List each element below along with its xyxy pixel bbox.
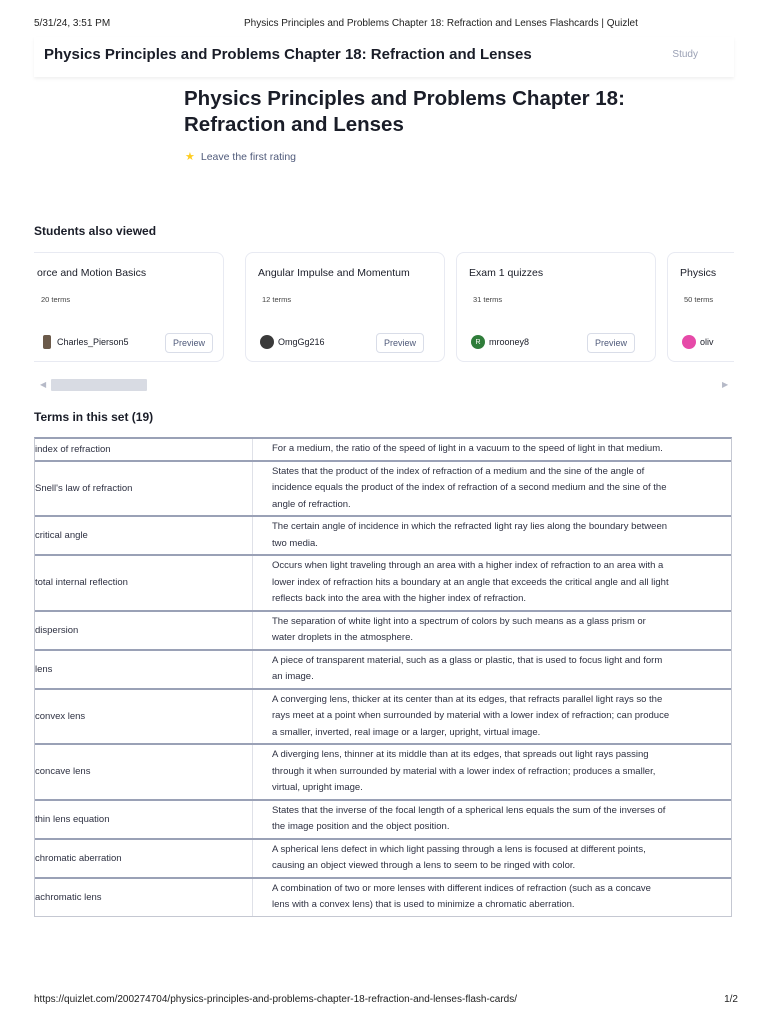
rating-link[interactable] — [185, 150, 296, 163]
terms-table — [34, 437, 732, 917]
card-term-count: 12 terms — [262, 295, 292, 304]
term-row — [35, 838, 731, 877]
term-definition: A diverging lens, thinner at its middle than at its edges, that spreads out light rays passing through it when surrounded by material with a lower index of refraction; produces a smaller, virtual, upright image. — [272, 749, 656, 793]
term-row — [35, 799, 731, 838]
term-definition: A converging lens, thicker at its center than at its edges, that refracts parallel light rays so the rays meet at a point when surrounded by material with a lower index of refraction; can produce a smaller, inverted, real image or a larger, upright, virtual image. — [272, 693, 670, 738]
preview-button[interactable]: Preview — [376, 333, 424, 353]
term-row — [35, 688, 731, 744]
term-row — [35, 554, 731, 610]
card-term-count: 50 terms — [684, 295, 714, 304]
students-also-viewed-carousel — [34, 250, 734, 366]
term-word: achromatic lens — [35, 879, 253, 916]
term-definition: States that the inverse of the focal length of a spherical lens equals the sum of the inverses of the image position and the object position. — [272, 804, 666, 832]
carousel-scrollbar-thumb[interactable] — [51, 379, 147, 391]
term-definition: For a medium, the ratio of the speed of light in a vacuum to the speed of light in that medium. — [272, 443, 663, 454]
term-row — [35, 610, 731, 649]
term-definition: The separation of white light into a spectrum of colors by such means as a glass prism or water droplets in the atmosphere. — [272, 615, 646, 643]
page-url: https://quizlet.com/200274704/physics-principles-and-problems-chapter-18-refraction-and-lenses-flash-cards/ — [34, 994, 518, 1005]
term-word: index of refraction — [35, 439, 253, 460]
card-term-count: 31 terms — [473, 295, 503, 304]
preview-button[interactable]: Preview — [165, 333, 213, 353]
students-also-viewed-heading: Students also viewed — [34, 224, 157, 238]
scroll-left-arrow-icon[interactable]: ◀ — [40, 380, 47, 389]
term-definition: States that the product of the index of refraction of a medium and the sine of the angle of incidence equals the product of the index of refraction of a second medium and the sine of the angle of refraction. — [272, 465, 667, 510]
star-icon: ★ — [185, 151, 195, 163]
term-word: dispersion — [35, 612, 253, 649]
term-word: chromatic aberration — [35, 840, 253, 877]
avatar — [260, 335, 274, 349]
avatar — [682, 335, 696, 349]
card-title: orce and Motion Basics — [37, 267, 147, 279]
scroll-right-arrow-icon[interactable]: ▶ — [722, 380, 729, 389]
term-definition: A combination of two or more lenses with different indices of refraction (such as a concave lens with a convex lens) that is used to minimize a chromatic aberration. — [272, 882, 651, 910]
term-word: critical angle — [35, 517, 253, 554]
study-button[interactable]: Study — [672, 49, 698, 60]
page-number: 1/2 — [724, 994, 738, 1005]
avatar — [43, 335, 51, 349]
header-set-title: Physics Principles and Problems Chapter 18: Refraction and Lenses — [44, 46, 532, 63]
term-definition: Occurs when light traveling through an area with a higher index of refraction to an area with a lower index of refraction hits a boundary at an angle that exceeds the critical angle and all light reflects back into the area with the higher index of refraction. — [272, 560, 669, 604]
card-username[interactable]: oliv — [700, 337, 714, 347]
term-definition: A piece of transparent material, such as a glass or plastic, that is used to focus light and form an image. — [272, 654, 663, 682]
term-definition: A spherical lens defect in which light passing through a lens is focused at different points, causing an object viewed through a lens to seem to be ringed with color. — [272, 843, 646, 871]
term-word: concave lens — [35, 745, 253, 799]
study-set-card[interactable] — [245, 252, 445, 362]
card-username[interactable]: OmgGg216 — [278, 337, 325, 347]
print-footer — [34, 994, 738, 1008]
preview-button[interactable]: Preview — [587, 333, 635, 353]
card-title: Angular Impulse and Momentum — [258, 267, 410, 279]
print-doc-title: Physics Principles and Problems Chapter 18: Refraction and Lenses Flashcards | Quizlet — [244, 18, 638, 29]
term-row — [35, 877, 731, 916]
sticky-header — [34, 37, 734, 77]
study-set-card[interactable] — [667, 252, 734, 362]
term-row — [35, 649, 731, 688]
avatar: R — [471, 335, 485, 349]
rating-label: Leave the first rating — [200, 150, 297, 163]
term-row — [35, 743, 731, 799]
term-row — [35, 460, 731, 516]
card-term-count: 20 terms — [41, 295, 71, 304]
card-title: Exam 1 quizzes — [469, 267, 544, 279]
study-set-card[interactable] — [456, 252, 656, 362]
card-title: Physics — [680, 267, 717, 279]
term-definition: The certain angle of incidence in which the refracted light ray lies along the boundary between two media. — [272, 521, 668, 549]
page-title: Physics Principles and Problems Chapter 18: Refraction and Lenses — [184, 87, 625, 136]
print-header — [34, 18, 734, 32]
term-row — [35, 515, 731, 554]
term-word: lens — [35, 651, 253, 688]
study-set-card[interactable] — [34, 252, 224, 362]
card-username[interactable]: mrooney8 — [489, 337, 530, 347]
term-row — [35, 439, 731, 460]
terms-heading: Terms in this set (19) — [34, 410, 154, 424]
term-word: convex lens — [35, 690, 253, 744]
term-word: Snell's law of refraction — [35, 462, 253, 516]
card-username[interactable]: Charles_Pierson5 — [57, 337, 129, 347]
print-date: 5/31/24, 3:51 PM — [34, 18, 111, 29]
term-word: total internal reflection — [35, 556, 253, 610]
term-word: thin lens equation — [35, 801, 253, 838]
